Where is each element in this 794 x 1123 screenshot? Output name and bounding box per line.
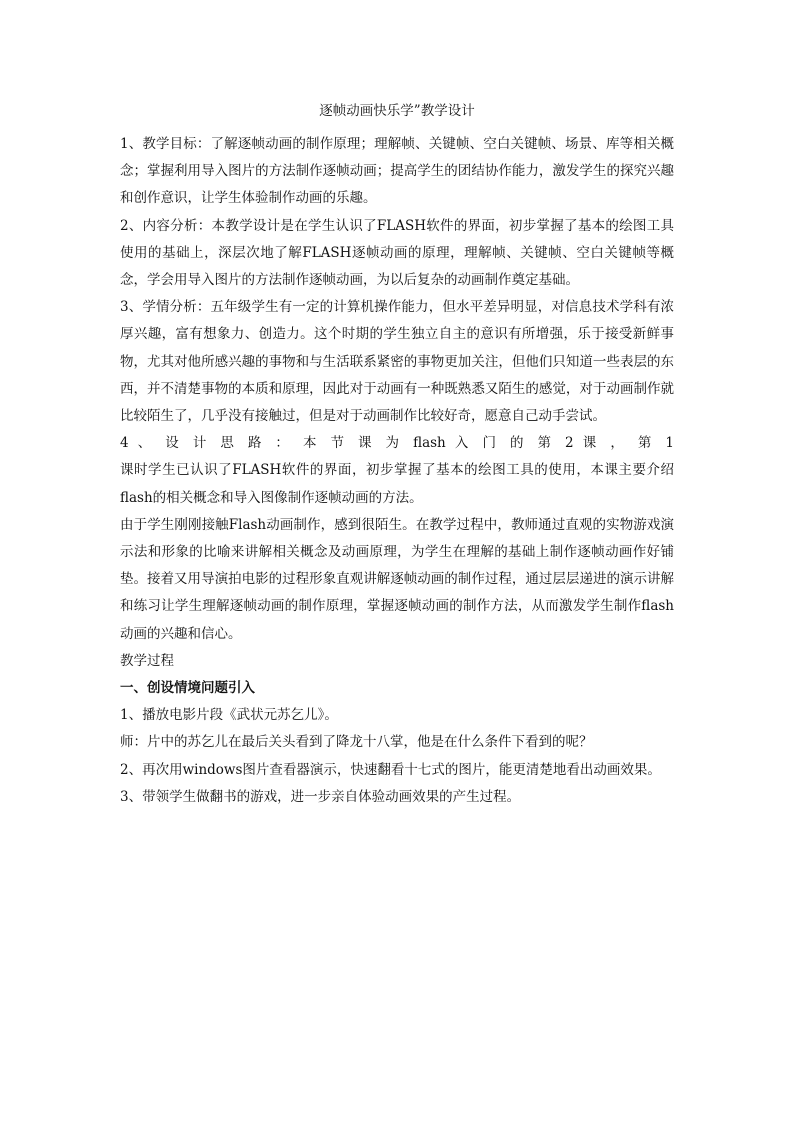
teacher-question: 师：片中的苏乞儿在最后关头看到了降龙十八掌，他是在什么条件下看到的呢？: [120, 734, 593, 751]
paragraph-design-rest: 课时学生已认识了FLASH软件的界面，初步掌握了基本的绘图工具的使用，本课主要介绍flash的相关概念和导入图像制作逐帧动画的方法。: [120, 462, 674, 506]
document-body: [120, 101, 674, 811]
page-title: 逐帧动画快乐学”教学设计: [319, 103, 475, 119]
paragraph-content-analysis: 2、内容分析：本教学设计是在学生认识了FLASH软件的界面，初步掌握了基本的绘图工具使用的基础上，深层次地了解FLASH逐帧动画的原理，理解帧、关键帧、空白关键帧等概念，学会用导入图片的方法制作逐帧动画，为以后复杂的动画制作奠定基础。: [120, 217, 674, 289]
process-label: 教学过程: [120, 652, 174, 669]
paragraph-design-line1: 4 、 设 计 思 路 ： 本 节 课 为 flash 入 门 的 第 2 课 ， 第 1: [120, 435, 674, 452]
paragraph-learner-analysis: 3、学情分析：五年级学生有一定的计算机操作能力，但水平差异明显，对信息技术学科有浓厚兴趣，富有想象力、创造力。这个时期的学生独立自主的意识有所增强，乐于接受新鲜事物，尤其对他所感兴趣的事物和与生活联系紧密的事物更加关注，但他们只知道一些表层的东西，并不清楚事物的本质和原理，因此对于动画有一种既熟悉又陌生的感觉，对于动画制作就比较陌生了，几乎没有接触过，但是对于动画制作比较好奇，愿意自己动手尝试。: [120, 299, 674, 425]
section-heading-1: 一、创设情境问题引入: [120, 680, 255, 697]
step-2: 2、再次用windows图片查看器演示，快速翻看十七式的图片，能更清楚地看出动画效果。: [120, 761, 661, 778]
step-1: 1、播放电影片段《武状元苏乞儿》。: [120, 707, 338, 724]
paragraph-objectives: 1、教学目标：了解逐帧动画的制作原理；理解帧、关键帧、空白关键帧、场景、库等相关概念；掌握利用导入图片的方法制作逐帧动画；提高学生的团结协作能力，激发学生的探究兴趣和创作意识，让学生体验制作动画的乐趣。: [120, 136, 674, 207]
step-3: 3、带领学生做翻书的游戏，进一步亲自体验动画效果的产生过程。: [120, 788, 521, 805]
paragraph-design-2: 由于学生刚刚接触Flash动画制作，感到很陌生。在教学过程中，教师通过直观的实物游戏演示法和形象的比喻来讲解相关概念及动画原理，为学生在理解的基础上制作逐帧动画作好铺垫。接着又用导演拍电影的过程形象直观讲解逐帧动画的制作过程，通过层层递进的演示讲解和练习让学生理解逐帧动画的制作原理，掌握逐帧动画的制作方法，从而激发学生制作flash动画的兴趣和信心。: [120, 516, 674, 642]
